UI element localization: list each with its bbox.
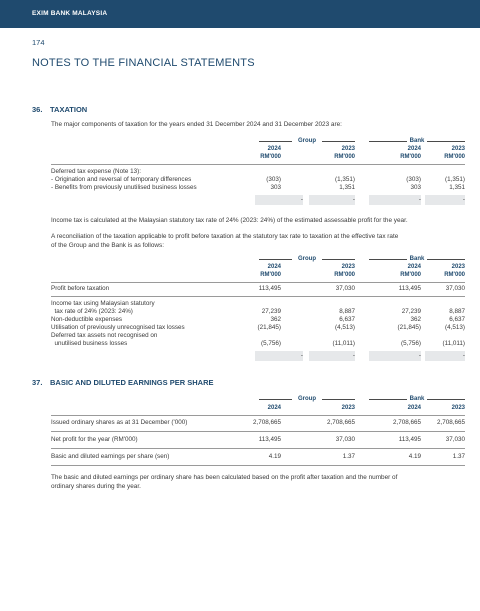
group-heading: Group (298, 138, 316, 144)
tax-reconciliation-table (51, 256, 465, 372)
bank-line-right (427, 141, 465, 142)
col-header-bank-2023: 2023 RM'000 (444, 146, 465, 160)
table-cell: 1,351 (449, 184, 465, 191)
table-cell: (5,756) (261, 340, 281, 347)
table-cell: 37,030 (335, 285, 355, 292)
col-header-group-2023: 2023 RM'000 (334, 146, 355, 160)
table-cell: (4,513) (445, 324, 465, 331)
eps-note-line-1: The basic and diluted earnings per ordinary share has been calculated based on the profit after taxation and the number of (51, 474, 398, 481)
profit-before-tax-label: Profit before taxation (51, 285, 110, 292)
col-header-group-2024: 2024 RM'000 (260, 146, 281, 160)
group-line-right (322, 399, 355, 400)
group-line-right (322, 141, 355, 142)
table-cell: 1.37 (342, 453, 355, 460)
note-36-intro: The major components of taxation for the years ended 31 December 2024 and 31 December 2023 are: (51, 121, 342, 128)
table-cell: 6,637 (449, 316, 465, 323)
col-header-group-2024: 2024 RM'000 (260, 264, 281, 278)
table-cell: 113,495 (258, 436, 281, 443)
total-cell: - (425, 195, 465, 205)
table-cell: 37,030 (335, 436, 355, 443)
total-cell: - (425, 351, 465, 361)
col-header-group-2023: 2023 RM'000 (334, 264, 355, 278)
col-header-bank-2023: 2023 (451, 405, 465, 411)
table-row-label: Deferred tax expense (Note 13): (51, 168, 141, 175)
bank-heading: Bank (409, 256, 425, 262)
table-cell: 2,708,665 (326, 419, 355, 426)
table-row-label: Deferred tax assets not recognised on (51, 332, 158, 339)
table-rule (51, 465, 465, 466)
total-cell: - (309, 195, 355, 205)
table-rule (51, 164, 465, 165)
deferred-tax-table (51, 138, 465, 218)
organisation-name: EXIM BANK MALAYSIA (32, 10, 108, 17)
table-cell: 37,030 (445, 285, 465, 292)
tax-rate-paragraph: Income tax is calculated at the Malaysian statutory tax rate of 24% (2023: 24%) of the estimated assessable profit for the year. (51, 217, 408, 224)
note-36-title: TAXATION (50, 105, 88, 114)
table-cell: (11,011) (332, 340, 355, 347)
table-cell: (303) (266, 176, 281, 183)
table-cell: 113,495 (398, 436, 421, 443)
page-number: 174 (32, 38, 45, 47)
table-cell: 8,887 (449, 308, 465, 315)
table-cell: 113,495 (258, 285, 281, 292)
page-title: NOTES TO THE FINANCIAL STATEMENTS (32, 57, 255, 69)
reconciliation-paragraph-line-1: A reconciliation of the taxation applicable to profit before taxation at the statutory tax rate to taxation at the effective tax rate (51, 233, 399, 240)
note-37-heading (32, 378, 213, 387)
table-row-label: Basic and diluted earnings per share (sen) (51, 453, 170, 460)
table-cell: 303 (410, 184, 421, 191)
bank-heading: Bank (409, 138, 425, 144)
bank-line-left (369, 259, 407, 260)
bank-heading: Bank (409, 396, 425, 402)
group-heading: Group (298, 256, 316, 262)
table-cell: 27,239 (261, 308, 281, 315)
note-36-heading (32, 105, 87, 114)
table-cell: (1,351) (445, 176, 465, 183)
group-line-left (259, 399, 292, 400)
table-cell: 6,637 (339, 316, 355, 323)
table-cell: 4.19 (408, 453, 421, 460)
total-cell: - (369, 195, 421, 205)
total-cell: - (369, 351, 421, 361)
col-header-group-2024: 2024 (267, 405, 281, 411)
table-cell: 303 (270, 184, 281, 191)
table-rule (51, 415, 465, 416)
table-cell: 113,495 (398, 285, 421, 292)
table-cell: 37,030 (445, 436, 465, 443)
bank-line-left (369, 141, 407, 142)
table-row-label: Net profit for the year (RM'000) (51, 436, 138, 443)
note-36-number: 36. (32, 105, 43, 114)
table-cell: 362 (270, 316, 281, 323)
table-rule (51, 282, 465, 283)
table-rule (51, 431, 465, 432)
table-row-label: - Benefits from previously unutilised business losses (51, 184, 197, 191)
table-cell: (5,756) (401, 340, 421, 347)
table-cell: (1,351) (335, 176, 355, 183)
col-header-group-2023: 2023 (341, 405, 355, 411)
table-row-label: Non-deductible expenses (51, 316, 123, 323)
table-cell: 4.19 (268, 453, 281, 460)
note-37-title: BASIC AND DILUTED EARNINGS PER SHARE (50, 378, 214, 387)
bank-line-right (427, 399, 465, 400)
table-cell: (11,011) (442, 340, 465, 347)
table-cell: 1,351 (339, 184, 355, 191)
table-cell: 1.37 (452, 453, 465, 460)
report-header-bar (0, 0, 480, 28)
reconciliation-paragraph-line-2: of the Group and the Bank is as follows: (51, 242, 164, 249)
group-heading: Group (298, 396, 316, 402)
col-header-bank-2024: 2024 (407, 405, 421, 411)
group-line-left (259, 141, 292, 142)
table-row-label: unutilised business losses (51, 340, 128, 347)
table-row-label: - Origination and reversal of temporary differences (51, 176, 192, 183)
table-cell: 2,708,665 (252, 419, 281, 426)
table-cell: 362 (410, 316, 421, 323)
table-cell: 2,708,665 (436, 419, 465, 426)
bank-line-right (427, 259, 465, 260)
eps-note-line-2: ordinary shares during the year. (51, 483, 141, 490)
total-cell: - (255, 195, 303, 205)
table-cell: 27,239 (401, 308, 421, 315)
table-rule (51, 296, 465, 297)
table-rule (51, 448, 465, 449)
table-cell: 2,708,665 (392, 419, 421, 426)
total-cell: - (255, 351, 303, 361)
table-cell: (4,513) (335, 324, 355, 331)
table-row-label: Income tax using Malaysian statutory (51, 300, 155, 307)
note-37-number: 37. (32, 378, 43, 387)
table-cell: 8,887 (339, 308, 355, 315)
group-line-left (259, 259, 292, 260)
group-line-right (322, 259, 355, 260)
col-header-bank-2023: 2023 RM'000 (444, 264, 465, 278)
col-header-bank-2024: 2024 RM'000 (400, 146, 421, 160)
total-cell: - (309, 351, 355, 361)
table-row-label: Utilisation of previously unrecognised tax losses (51, 324, 185, 331)
bank-line-left (369, 399, 407, 400)
table-cell: (303) (406, 176, 421, 183)
table-row-label: Issued ordinary shares as at 31 December ('000) (51, 419, 188, 426)
table-cell: (21,845) (257, 324, 281, 331)
earnings-per-share-table (51, 396, 465, 486)
col-header-bank-2024: 2024 RM'000 (400, 264, 421, 278)
table-row-label: tax rate of 24% (2023: 24%) (51, 308, 133, 315)
table-cell: (21,845) (397, 324, 421, 331)
